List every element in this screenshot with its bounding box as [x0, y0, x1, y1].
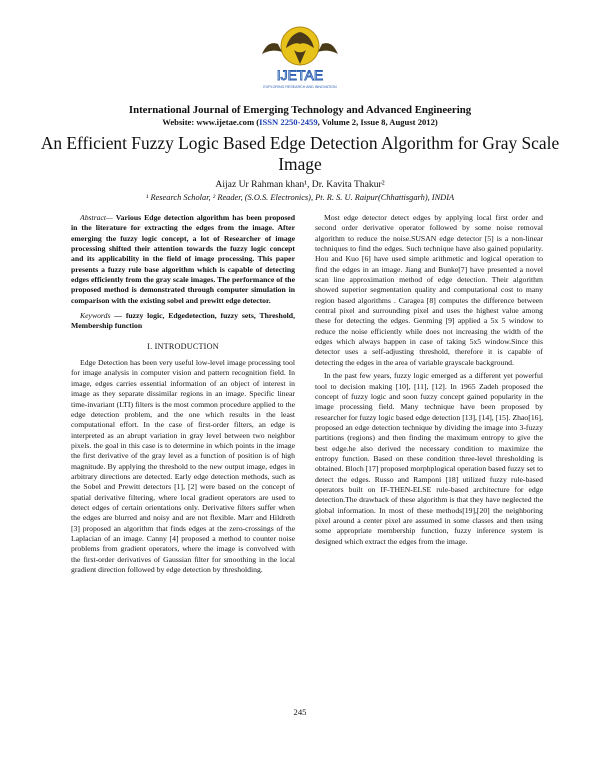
page-number: 245: [293, 707, 307, 717]
abstract: [71, 213, 295, 306]
logo-tagline: EXPLORING RESEARCH AND INNOVATION: [263, 85, 337, 89]
website-suffix: , Volume 2, Issue 8, August 2012): [317, 117, 438, 127]
website-prefix: Website: www.ijetae.com (: [162, 117, 260, 127]
keywords: [71, 311, 295, 332]
keywords-text: — fuzzy logic, Edgedetection, fuzzy sets, Threshold, Membership function: [71, 311, 295, 331]
keywords-lead: Keywords: [80, 311, 111, 321]
paper-authors: Aijaz Ur Rahman khan¹, Dr. Kavita Thakur²: [215, 179, 385, 190]
right-paragraph-2: In the past few years, fuzzy logic emerged as a different yet powerful tool to decision making [10], [11], [12]. In 1965 Zadeh proposed the concept of fuzzy logic and soon fuzzy concept gained popularity in the image processing field. Many technique have been proposed by researcher for fuzzy logic based edge detection [13], [14], [15]. Zhao[16], proposed an edge detection technique by dividing the image into 3-fuzzy partitions (regions) and then finding the maximum entropy to give the best edge.he also derived the necessary condition to maximize the entropy function. Based on these condition three-level thresholding is obtained. Bloch [17] proposed morphplogical operation based fuzzy set to detect the edges. Russo and Ramponi [18] utilized fuzzy rule-based operators built on IF-THEN-ELSE rule-based architecture for edge detection.The drawback of these algorithm is that they have neglected the global information. In most of these methods[19],[20] the neighboring pixel around a center pixel are assumed in some classes and then using some appropriate membership function, fuzzy inference system is designed which extract the edges from the image.: [315, 371, 544, 546]
abstract-lead: Abstract—: [80, 213, 113, 222]
section-heading: I. INTRODUCTION: [147, 341, 219, 351]
paper-affiliation: ¹ Research Scholar, ² Reader, (S.O.S. Electronics), Pt. R. S. U. Raipur(Chhattisgarh), INDIA: [145, 193, 455, 202]
journal-logo: [258, 20, 342, 100]
logo-wordmark: IJETAE: [276, 67, 324, 83]
left-column: [71, 213, 295, 578]
left-paragraph-1: Edge Detection has been very useful low-level image processing tool for image analysis in computer vision and pattern recognition field. In image, edges carries essential information of an object of interest in image as they separate dissimilar regions in an image. Specific linear time-invariant (LTI) filters is the most common procedure applied to the edge detection problem, and the one which results in the least computational effort. In the case of first-order filters, an edge is interpreted as an abrupt variation in gray level between two neighbor pixels. the goal in this case is to determine in which points in the image the first derivative of the gray level as a function of position is of high magnitude. By applying the threshold to the new output image, edges in arbitrary directions are detected. Early edge detection methods, such as the Sobel and Prewitt detectors [1], [2] were based on the concept of spatial derivative filtering, where local gradient operators are used to detect edges of certain orientations only. Derivative filters suffer when the edges are blurred and noisy and are not flexible. Marr and Hildreth [3] proposed an algorithm that finds edges at the zero-crossings of the Laplacian of an image. Canny [4] proposed a method to counter noise problems from gradient operators, where the image is convolved with the first-order derivatives of Gaussian filter for smoothing in the local gradient direction followed by edge detection by thresholding.: [71, 358, 295, 574]
issn-link[interactable]: ISSN 2250-2459: [259, 117, 318, 127]
journal-website: [0, 117, 600, 127]
abstract-text: Various Edge detection algorithm has been proposed in the literature for extracting the edges from the image. After emerging the fuzzy logic concept, a lot of Researcher of image processing shifted their attention towards the fuzzy logic concept and its applicability in the field of image processing. This paper presents a fuzzy rule base algorithm which is capable of detecting edges efficiently from the gray scale images. The performance of the proposed method is demonstrated through computer simulation in comparison with the existing sobel and prewitt edge detector.: [71, 213, 295, 305]
journal-name: International Journal of Emerging Technology and Advanced Engineering: [128, 104, 472, 116]
right-paragraph-1: Most edge detector detect edges by applying local first order and second order derivative operator followed by some noise removal algorithm to reduce the noise.SUSAN edge detector [5] is a non-linear techniques to find the edges. Such technique have also gained popularity. Hou and Kuo [6] have used simple arithmetic and logical operation to find the edges in an image. Jiang and Bunke[7] have presented a novel scan line approximation method of edge detection. Their algorithm showed superior segmentation quality and computational cost to many region based algorithms . Caragea [8] computes the difference between central pixel and surrounding pixel and uses the highest value among these for detecting the edges. Genming [9] applied a 5x 5 window to reduce the noise efficiently while does not increasing the width of the edges which always happen in case of taking 5x5 window.Since this detector uses a self-adjusting threshold, therefore it is capable of detecting the edges in the area of variable grayscale background.: [315, 213, 543, 367]
right-column: [315, 213, 543, 550]
paper-title: An Efficient Fuzzy Logic Based Edge Detection Algorithm for Gray Scale Image: [40, 133, 560, 174]
